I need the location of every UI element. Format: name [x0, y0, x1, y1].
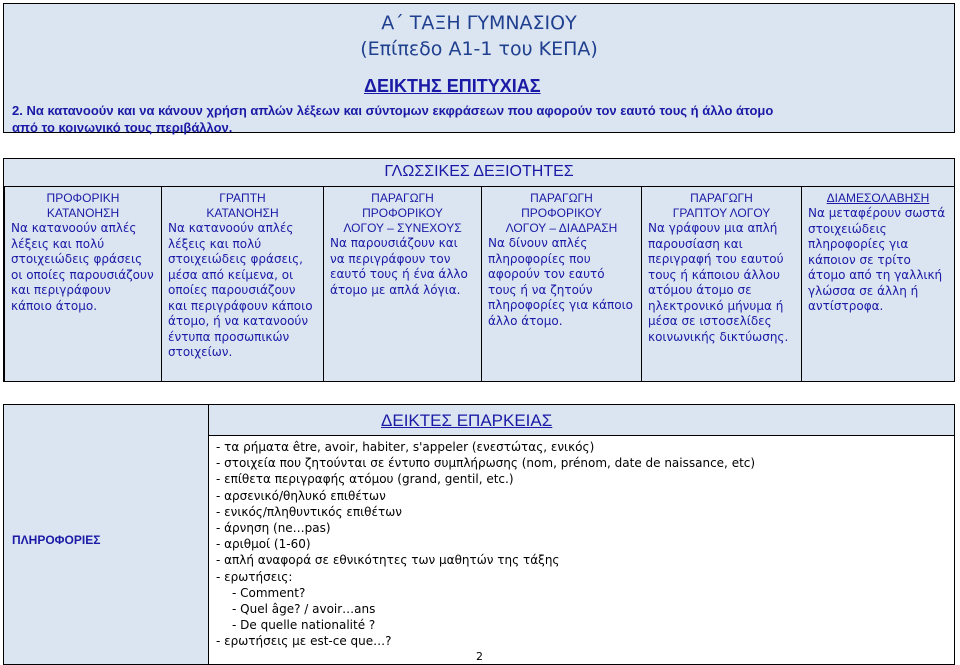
indicators-title: ΔΕΙΚΤΗΣ ΕΠΙΤΥΧΙΑΣ: [364, 76, 541, 96]
info-list: [216, 439, 755, 650]
list-subitem: - Comment?: [232, 585, 306, 600]
heading-line: ΓΡΑΠΤΟΥ ΛΟΓΟΥ: [672, 206, 771, 220]
class-title: Α΄ ΤΑΞΗ ΓΥΜΝΑΣΙΟΥ: [381, 12, 577, 34]
heading-line: ΠΡΟΦΟΡΙΚΟΥ: [362, 206, 443, 220]
column-description: Να δίνουν απλές πληροφορίες που αφορούν τον εαυτό τους ή να ζητούν πληροφορίες για κάποιο άλλο άτομο.: [488, 236, 634, 328]
column-heading: [802, 191, 954, 206]
skill-column-written-comprehension: [161, 187, 323, 381]
info-label-cell: [4, 405, 209, 664]
list-subitem: - De quelle nationalité ?: [232, 618, 376, 633]
skill-column-oral-interaction: [481, 187, 641, 381]
heading-line: ΛΟΓΟΥ – ΔΙΑΔΡΑΣΗ: [505, 221, 618, 235]
info-label: ΠΛΗΡΟΦΟΡΙΕΣ: [12, 533, 101, 547]
skill-column-oral-comprehension: [4, 187, 161, 381]
header-block: [3, 3, 955, 133]
skill-column-mediation: [801, 187, 954, 381]
column-description: Να παρουσιάζουν και να περιγράφουν τον εαυτό τους ή ένα άλλο άτομο με απλά λόγια.: [330, 236, 468, 297]
list-item: - άρνηση (ne…pas): [216, 521, 331, 536]
heading-line: ΠΑΡΑΓΩΓΗ: [690, 191, 753, 205]
heading-line: ΠΑΡΑΓΩΓΗ: [530, 191, 593, 205]
list-item: - ενικός/πληθυντικός επιθέτων: [216, 504, 402, 519]
list-item: - απλή αναφορά σε εθνικότητες των μαθητών της τάξης: [216, 553, 560, 568]
heading-line: ΛΟΓΟΥ – ΣΥΝΕΧΟΥΣ: [343, 221, 462, 235]
skill-column-written-production: [641, 187, 801, 381]
info-title: ΔΕΙΚΤΕΣ ΕΠΑΡΚΕΙΑΣ: [381, 411, 553, 430]
info-table: [3, 404, 955, 665]
column-description: Να μεταφέρουν σωστά στοιχειώδεις πληροφορίες για κάποιον σε τρίτο άτομο από τη γαλλική γλώσσα σε άλλη ή αντίστροφα.: [808, 206, 946, 313]
column-description: Να γράφουν μια απλή παρουσίαση και περιγραφή του εαυτού τους ή κάποιου άλλου ατόμου άτομο σε ηλεκτρονικό μήνυμα ή μέσα σε ιστοσελίδες κοινωνικής δικτύωσης.: [648, 221, 789, 344]
list-item: - επίθετα περιγραφής ατόμου (grand, gentil, etc.): [216, 472, 514, 487]
list-item: - αρσενικό/θηλυκό επιθέτων: [216, 488, 386, 503]
info-title-cell: [209, 405, 954, 436]
heading-line: ΓΡΑΠΤΗ: [219, 191, 266, 205]
column-heading: [5, 191, 161, 221]
skills-table: [3, 158, 955, 382]
goal-line-1: 2. Να κατανοούν και να κάνουν χρήση απλών λέξεων και σύντομων εκφράσεων που αφορούν τον εαυτό τους ή άλλο άτομο: [12, 103, 774, 118]
level-subtitle: (Επίπεδο Α1-1 του ΚΕΠΑ): [360, 38, 598, 60]
heading-line: ΔΙΑΜΕΣΟΛΑΒΗΣΗ: [826, 191, 930, 205]
list-item: - στοιχεία που ζητούνται σε έντυπο συμπλήρωσης (nom, prénom, date de naissance, etc): [216, 456, 756, 471]
page-number: 2: [476, 650, 483, 663]
list-subitem: - Quel âge? / avoir…ans: [232, 602, 376, 617]
heading-line: ΚΑΤΑΝΟΗΣΗ: [46, 206, 120, 220]
column-description: Να κατανοούν απλές λέξεις και πολύ στοιχειώδεις φράσεις οι οποίες παρουσιάζουν και περιγράφουν κάποιο άτομο.: [11, 221, 154, 313]
list-item: - αριθμοί (1-60): [216, 537, 311, 552]
column-heading: [324, 191, 481, 236]
column-description: Να κατανοούν απλές λέξεις και πολύ στοιχειώδεις φράσεις, μέσα από κείμενα, οι οποίες παρουσιάζουν και περιγράφουν κάποιο άτομο, ή να κατανοούν έντυπα προσωπικών στοιχείων.: [168, 221, 313, 359]
goal-statement: [12, 102, 947, 136]
column-heading: [162, 191, 323, 221]
column-heading: [642, 191, 801, 221]
heading-line: ΠΡΟΦΟΡΙΚΗ: [46, 191, 120, 205]
skills-title: ΓΛΩΣΣΙΚΕΣ ΔΕΞΙΟΤΗΤΕΣ: [384, 163, 574, 180]
goal-line-2: από το κοινωνικό τους περιβάλλον.: [12, 120, 233, 135]
column-heading: [482, 191, 641, 236]
list-item: - ερωτήσεις:: [216, 569, 293, 584]
heading-line: ΚΑΤΑΝΟΗΣΗ: [206, 206, 279, 220]
list-item: - τα ρήματα être, avoir, habiter, s'appeler (ενεστώτας, ενικός): [216, 440, 595, 454]
skill-column-oral-production: [323, 187, 481, 381]
heading-line: ΠΑΡΑΓΩΓΗ: [371, 191, 434, 205]
heading-line: ΠΡΟΦΟΡΙΚΟΥ: [521, 206, 602, 220]
list-item: - ερωτήσεις με est-ce que…?: [216, 634, 392, 649]
